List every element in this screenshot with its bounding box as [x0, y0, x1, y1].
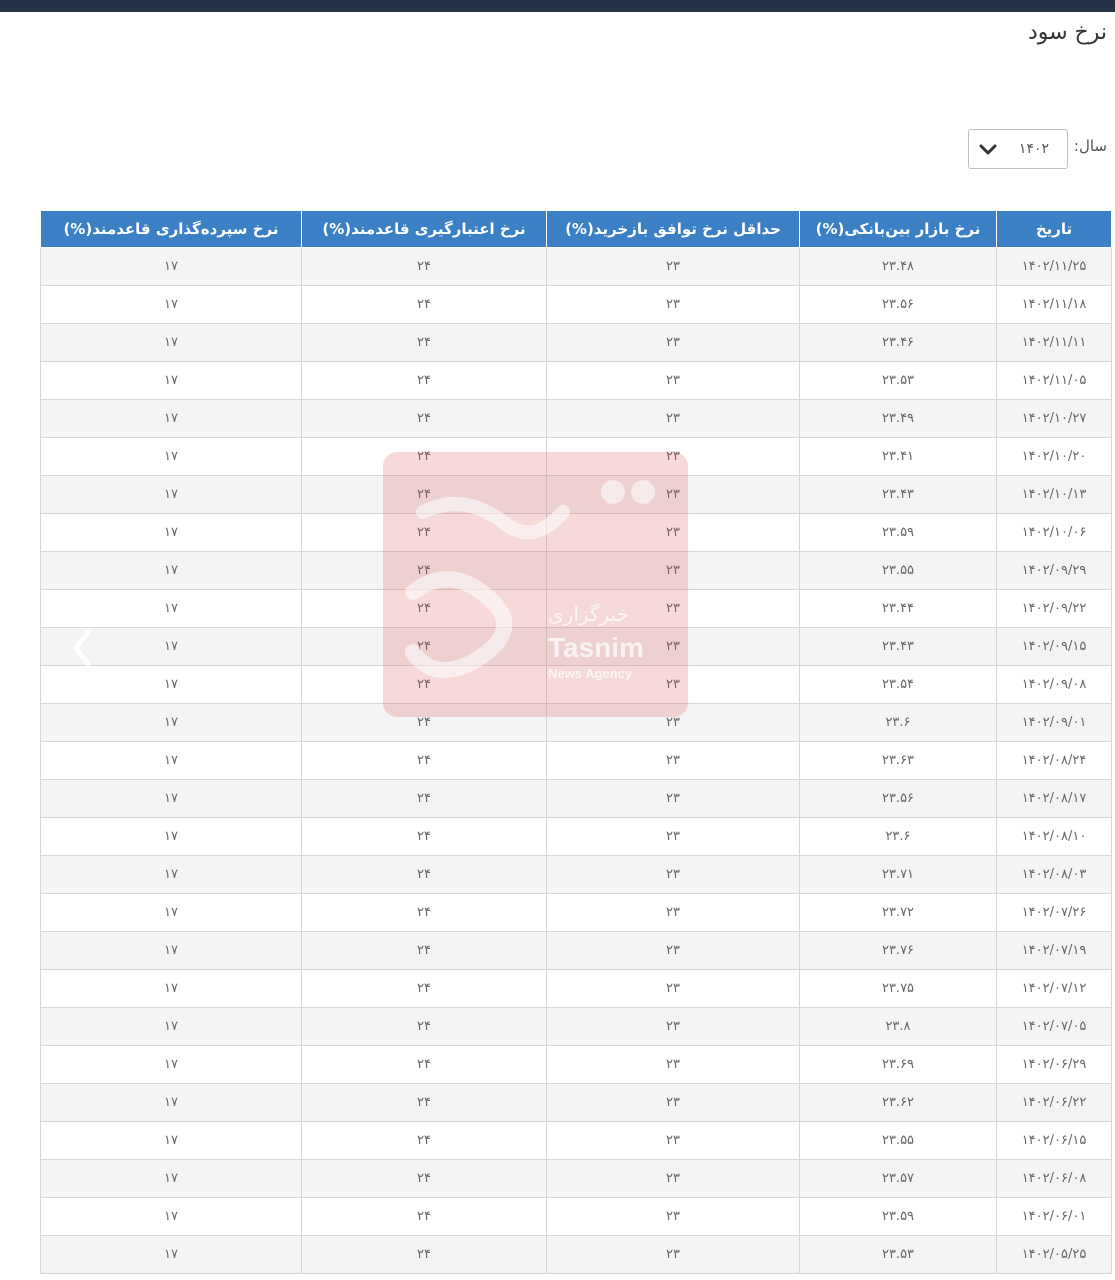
cell-deposit: ۱۷ [41, 1236, 302, 1274]
cell-interbank: ۲۳.۵۶ [800, 286, 997, 324]
cell-interbank: ۲۳.۷۱ [800, 856, 997, 894]
cell-lending: ۲۴ [302, 970, 547, 1008]
interest-rates-table [40, 210, 1112, 1274]
table-row [41, 286, 1112, 324]
page-title: نرخ سود [1027, 20, 1107, 45]
table-row [41, 856, 1112, 894]
cell-deposit: ۱۷ [41, 742, 302, 780]
cell-interbank: ۲۳.۶۳ [800, 742, 997, 780]
cell-lending: ۲۴ [302, 1160, 547, 1198]
table-row [41, 590, 1112, 628]
cell-repo: ۲۳ [547, 324, 800, 362]
cell-repo: ۲۳ [547, 590, 800, 628]
table-row [41, 780, 1112, 818]
cell-lending: ۲۴ [302, 590, 547, 628]
cell-lending: ۲۴ [302, 818, 547, 856]
cell-lending: ۲۴ [302, 438, 547, 476]
cell-repo: ۲۳ [547, 438, 800, 476]
cell-lending: ۲۴ [302, 1008, 547, 1046]
cell-date: ۱۴۰۲/۱۱/۲۵ [997, 248, 1112, 286]
cell-repo: ۲۳ [547, 666, 800, 704]
cell-date: ۱۴۰۲/۰۸/۲۴ [997, 742, 1112, 780]
cell-interbank: ۲۳.۴۸ [800, 248, 997, 286]
table-row [41, 248, 1112, 286]
table-row [41, 514, 1112, 552]
cell-date: ۱۴۰۲/۱۱/۱۸ [997, 286, 1112, 324]
table-row [41, 1236, 1112, 1274]
cell-repo: ۲۳ [547, 362, 800, 400]
cell-repo: ۲۳ [547, 1198, 800, 1236]
cell-deposit: ۱۷ [41, 1084, 302, 1122]
cell-lending: ۲۴ [302, 1122, 547, 1160]
cell-deposit: ۱۷ [41, 818, 302, 856]
watermark-persian-text: خبرگزاری [548, 602, 629, 626]
cell-deposit: ۱۷ [41, 362, 302, 400]
cell-date: ۱۴۰۲/۰۷/۰۵ [997, 1008, 1112, 1046]
cell-lending: ۲۴ [302, 248, 547, 286]
cell-interbank: ۲۳.۶۲ [800, 1084, 997, 1122]
cell-date: ۱۴۰۲/۰۸/۱۰ [997, 818, 1112, 856]
cell-date: ۱۴۰۲/۰۶/۲۹ [997, 1046, 1112, 1084]
cell-date: ۱۴۰۲/۰۶/۱۵ [997, 1122, 1112, 1160]
cell-repo: ۲۳ [547, 248, 800, 286]
table-row [41, 894, 1112, 932]
cell-interbank: ۲۳.۴۱ [800, 438, 997, 476]
watermark-brand-text: Tasnim [548, 632, 644, 663]
cell-deposit: ۱۷ [41, 324, 302, 362]
cell-repo: ۲۳ [547, 400, 800, 438]
cell-deposit: ۱۷ [41, 590, 302, 628]
table-row [41, 1198, 1112, 1236]
cell-interbank: ۲۳.۵۹ [800, 1198, 997, 1236]
table-row [41, 476, 1112, 514]
cell-date: ۱۴۰۲/۰۸/۱۷ [997, 780, 1112, 818]
cell-date: ۱۴۰۲/۱۱/۰۵ [997, 362, 1112, 400]
cell-date: ۱۴۰۲/۰۶/۰۱ [997, 1198, 1112, 1236]
table-row [41, 1008, 1112, 1046]
chevron-left-icon[interactable] [70, 628, 94, 668]
chevron-down-icon [979, 143, 997, 157]
cell-deposit: ۱۷ [41, 780, 302, 818]
cell-interbank: ۲۳.۸ [800, 1008, 997, 1046]
watermark-sub-text: News Agency [548, 666, 633, 681]
cell-repo: ۲۳ [547, 286, 800, 324]
cell-date: ۱۴۰۲/۰۶/۰۸ [997, 1160, 1112, 1198]
table-row [41, 1046, 1112, 1084]
cell-date: ۱۴۰۲/۰۷/۱۲ [997, 970, 1112, 1008]
cell-lending: ۲۴ [302, 666, 547, 704]
cell-repo: ۲۳ [547, 856, 800, 894]
cell-date: ۱۴۰۲/۰۸/۰۳ [997, 856, 1112, 894]
cell-interbank: ۲۳.۷۲ [800, 894, 997, 932]
cell-lending: ۲۴ [302, 552, 547, 590]
cell-deposit: ۱۷ [41, 400, 302, 438]
table-body [41, 248, 1112, 1274]
cell-interbank: ۲۳.۷۶ [800, 932, 997, 970]
cell-lending: ۲۴ [302, 286, 547, 324]
cell-deposit: ۱۷ [41, 932, 302, 970]
top-bar [0, 0, 1115, 12]
cell-date: ۱۴۰۲/۰۵/۲۵ [997, 1236, 1112, 1274]
cell-repo: ۲۳ [547, 552, 800, 590]
cell-repo: ۲۳ [547, 514, 800, 552]
table-row [41, 932, 1112, 970]
table-row [41, 628, 1112, 666]
cell-deposit: ۱۷ [41, 438, 302, 476]
cell-repo: ۲۳ [547, 1236, 800, 1274]
cell-date: ۱۴۰۲/۰۶/۲۲ [997, 1084, 1112, 1122]
cell-deposit: ۱۷ [41, 970, 302, 1008]
cell-lending: ۲۴ [302, 400, 547, 438]
cell-date: ۱۴۰۲/۰۹/۱۵ [997, 628, 1112, 666]
year-select[interactable] [968, 129, 1068, 169]
cell-deposit: ۱۷ [41, 1122, 302, 1160]
table-row [41, 400, 1112, 438]
cell-lending: ۲۴ [302, 1046, 547, 1084]
cell-lending: ۲۴ [302, 704, 547, 742]
cell-date: ۱۴۰۲/۱۰/۲۷ [997, 400, 1112, 438]
header-date: تاریخ [997, 211, 1112, 248]
cell-interbank: ۲۳.۶۹ [800, 1046, 997, 1084]
cell-interbank: ۲۳.۵۳ [800, 1236, 997, 1274]
cell-deposit: ۱۷ [41, 1008, 302, 1046]
cell-interbank: ۲۳.۵۶ [800, 780, 997, 818]
cell-repo: ۲۳ [547, 932, 800, 970]
cell-lending: ۲۴ [302, 1198, 547, 1236]
cell-lending: ۲۴ [302, 1236, 547, 1274]
cell-lending: ۲۴ [302, 362, 547, 400]
cell-deposit: ۱۷ [41, 1160, 302, 1198]
table-row [41, 438, 1112, 476]
cell-date: ۱۴۰۲/۱۰/۰۶ [997, 514, 1112, 552]
cell-lending: ۲۴ [302, 742, 547, 780]
cell-deposit: ۱۷ [41, 552, 302, 590]
cell-repo: ۲۳ [547, 1122, 800, 1160]
cell-lending: ۲۴ [302, 324, 547, 362]
table-row [41, 362, 1112, 400]
table-row [41, 1084, 1112, 1122]
cell-repo: ۲۳ [547, 476, 800, 514]
header-interbank: نرخ بازار بین‌بانکی(%) [800, 211, 997, 248]
header-repo: حداقل نرخ توافق بازخرید(%) [547, 211, 800, 248]
cell-repo: ۲۳ [547, 818, 800, 856]
cell-deposit: ۱۷ [41, 286, 302, 324]
table-row [41, 1160, 1112, 1198]
cell-repo: ۲۳ [547, 1084, 800, 1122]
cell-deposit: ۱۷ [41, 666, 302, 704]
cell-lending: ۲۴ [302, 1084, 547, 1122]
cell-date: ۱۴۰۲/۱۰/۲۰ [997, 438, 1112, 476]
cell-date: ۱۴۰۲/۰۷/۱۹ [997, 932, 1112, 970]
cell-deposit: ۱۷ [41, 856, 302, 894]
cell-lending: ۲۴ [302, 932, 547, 970]
cell-lending: ۲۴ [302, 780, 547, 818]
table-row [41, 970, 1112, 1008]
cell-interbank: ۲۳.۴۶ [800, 324, 997, 362]
cell-deposit: ۱۷ [41, 476, 302, 514]
table-row [41, 704, 1112, 742]
table-header-row [41, 211, 1112, 248]
cell-interbank: ۲۳.۵۹ [800, 514, 997, 552]
cell-repo: ۲۳ [547, 742, 800, 780]
cell-repo: ۲۳ [547, 1008, 800, 1046]
year-select-value: ۱۴۰۲ [1018, 141, 1049, 157]
cell-lending: ۲۴ [302, 856, 547, 894]
cell-interbank: ۲۳.۷۵ [800, 970, 997, 1008]
header-lending: نرخ اعتبارگیری قاعدمند(%) [302, 211, 547, 248]
cell-lending: ۲۴ [302, 476, 547, 514]
table-row [41, 742, 1112, 780]
cell-deposit: ۱۷ [41, 1198, 302, 1236]
cell-interbank: ۲۳.۴۳ [800, 476, 997, 514]
cell-interbank: ۲۳.۵۴ [800, 666, 997, 704]
cell-repo: ۲۳ [547, 1046, 800, 1084]
cell-repo: ۲۳ [547, 704, 800, 742]
cell-lending: ۲۴ [302, 514, 547, 552]
cell-deposit: ۱۷ [41, 894, 302, 932]
cell-repo: ۲۳ [547, 970, 800, 1008]
cell-date: ۱۴۰۲/۰۹/۲۹ [997, 552, 1112, 590]
cell-interbank: ۲۳.۵۵ [800, 552, 997, 590]
cell-deposit: ۱۷ [41, 514, 302, 552]
table-row [41, 1122, 1112, 1160]
cell-interbank: ۲۳.۴۴ [800, 590, 997, 628]
year-label: سال: [1073, 137, 1107, 155]
cell-lending: ۲۴ [302, 894, 547, 932]
cell-interbank: ۲۳.۵۷ [800, 1160, 997, 1198]
cell-lending: ۲۴ [302, 628, 547, 666]
cell-deposit: ۱۷ [41, 1046, 302, 1084]
table-row [41, 818, 1112, 856]
table-row [41, 666, 1112, 704]
cell-date: ۱۴۰۲/۰۹/۰۸ [997, 666, 1112, 704]
cell-repo: ۲۳ [547, 1160, 800, 1198]
table-row [41, 324, 1112, 362]
cell-date: ۱۴۰۲/۱۰/۱۳ [997, 476, 1112, 514]
cell-deposit: ۱۷ [41, 704, 302, 742]
table-row [41, 552, 1112, 590]
cell-deposit: ۱۷ [41, 628, 302, 666]
cell-interbank: ۲۳.۶ [800, 704, 997, 742]
cell-date: ۱۴۰۲/۰۹/۲۲ [997, 590, 1112, 628]
cell-interbank: ۲۳.۶ [800, 818, 997, 856]
cell-interbank: ۲۳.۵۳ [800, 362, 997, 400]
cell-deposit: ۱۷ [41, 248, 302, 286]
cell-repo: ۲۳ [547, 894, 800, 932]
cell-date: ۱۴۰۲/۱۱/۱۱ [997, 324, 1112, 362]
cell-date: ۱۴۰۲/۰۷/۲۶ [997, 894, 1112, 932]
cell-repo: ۲۳ [547, 628, 800, 666]
cell-interbank: ۲۳.۴۳ [800, 628, 997, 666]
cell-interbank: ۲۳.۴۹ [800, 400, 997, 438]
cell-repo: ۲۳ [547, 780, 800, 818]
cell-interbank: ۲۳.۵۵ [800, 1122, 997, 1160]
cell-date: ۱۴۰۲/۰۹/۰۱ [997, 704, 1112, 742]
header-deposit: نرخ سپرده‌گذاری قاعدمند(%) [41, 211, 302, 248]
